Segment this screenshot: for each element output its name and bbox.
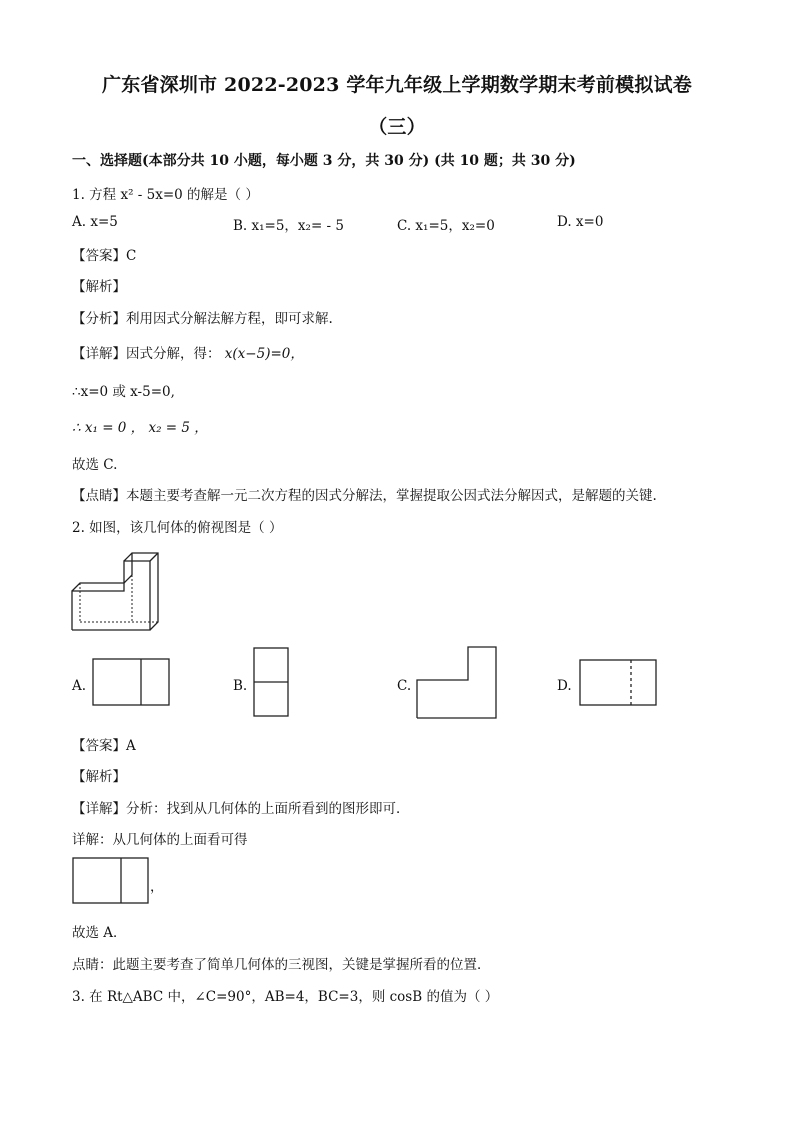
- q1-detail-label: 【详解】因式分解，得：: [72, 346, 221, 362]
- q2-option-c-figure: [416, 646, 498, 720]
- q1-choose: 故选 C.: [72, 457, 118, 473]
- q2-option-c-label: C.: [397, 678, 412, 694]
- q2-answer-figure: [72, 857, 152, 907]
- q2-option-a-figure: [92, 658, 172, 708]
- page-title: 广东省深圳市 2022-2023 学年九年级上学期数学期末考前模拟试卷: [102, 74, 692, 96]
- q2-detail2: 详解：从几何体的上面看可得: [72, 832, 248, 848]
- q3-stem: 3. 在 Rt△ABC 中，∠C=90°，AB=4，BC=3，则 cosB 的值为（ ）: [72, 989, 499, 1005]
- page-subtitle: （三）: [368, 116, 426, 138]
- q1-option-a: A. x=5: [72, 214, 118, 230]
- q1-option-d: D. x=0: [557, 214, 604, 230]
- q2-comma: ，: [150, 879, 164, 895]
- q1-detail: [72, 342, 304, 362]
- q1-detail-math: x(x−5)=0，: [224, 346, 304, 362]
- q2-option-b-figure: [253, 647, 291, 719]
- q2-detail: 【详解】分析：找到从几何体的上面所看到的图形即可．: [72, 801, 410, 817]
- q1-dianjing: 【点睛】本题主要考查解一元二次方程的因式分解法，掌握提取公因式法分解因式，是解题的关键.: [72, 488, 657, 504]
- q2-answer: 【答案】A: [72, 738, 136, 754]
- q2-option-a-label: A.: [72, 678, 87, 694]
- q1-stem: 1. 方程 x² - 5x=0 的解是（ ）: [72, 187, 259, 203]
- q1-answer: 【答案】C: [72, 248, 137, 264]
- q2-stem: 2. 如图，该几何体的俯视图是（ ）: [72, 520, 283, 536]
- q2-option-b-label: B.: [233, 678, 248, 694]
- q1-step1: ∴x=0 或 x-5=0,: [72, 384, 175, 400]
- solid-figure: [70, 545, 160, 635]
- q2-choose: 故选 A．: [72, 925, 127, 941]
- q1-option-b: B. x₁=5，x₂= - 5: [233, 218, 344, 234]
- section-heading: 一、选择题(本部分共 10 小题，每小题 3 分，共 30 分) (共 10 题；共 30 分): [72, 153, 576, 169]
- q2-jiexi: 【解析】: [72, 769, 126, 785]
- q2-option-d-figure: [579, 659, 659, 707]
- q1-option-c: C. x₁=5，x₂=0: [397, 218, 495, 234]
- q2-dianjing: 点睛：此题主要考查了简单几何体的三视图，关键是掌握所看的位置．: [72, 957, 491, 973]
- q1-step2: ∴ x₁ = 0 ， x₂ = 5 ，: [72, 420, 208, 436]
- q2-option-d-label: D.: [557, 678, 572, 694]
- q1-jiexi: 【解析】: [72, 279, 126, 295]
- q1-fenxi: 【分析】利用因式分解法解方程，即可求解.: [72, 311, 333, 327]
